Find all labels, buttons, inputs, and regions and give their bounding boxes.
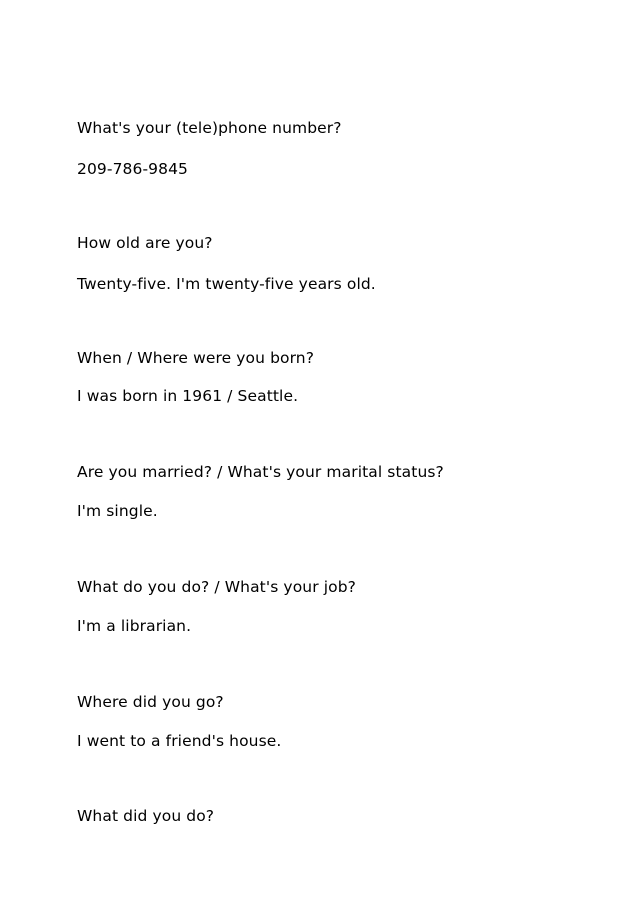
answer-text: I went to a friend's house. xyxy=(77,732,282,750)
question-text: Are you married? / What's your marital status? xyxy=(77,463,444,481)
answer-text: 209-786-9845 xyxy=(77,160,189,178)
question-text: What did you do? xyxy=(77,807,215,825)
question-text: What's your (tele)phone number? xyxy=(77,119,342,137)
answer-text: I'm single. xyxy=(77,502,158,520)
question-text: How old are you? xyxy=(77,234,213,252)
answer-text: I'm a librarian. xyxy=(77,617,192,635)
question-text: Where did you go? xyxy=(77,693,224,711)
question-text: What do you do? / What's your job? xyxy=(77,578,356,596)
answer-text: I was born in 1961 / Seattle. xyxy=(77,387,299,405)
answer-text: Twenty-five. I'm twenty-five years old. xyxy=(77,275,376,293)
question-text: When / Where were you born? xyxy=(77,349,315,367)
